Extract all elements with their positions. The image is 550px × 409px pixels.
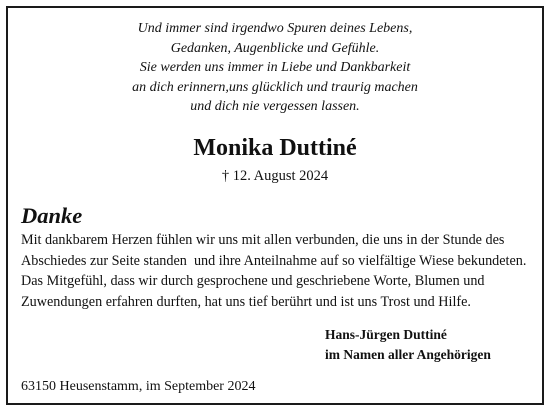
poem-line: Gedanken, Augenblicke und Gefühle. (170, 40, 380, 56)
signature-name: Hans-Jürgen Duttiné (325, 327, 447, 342)
place-and-date: 63150 Heusenstamm, im September 2024 (21, 379, 256, 394)
signature-note: im Namen aller Angehörigen (325, 347, 491, 362)
thanks-line: Zuwendungen erfahren durften, hat uns tief berührt und ist uns Trost und Hilfe. (21, 293, 471, 310)
memorial-poem (8, 19, 542, 117)
thanks-line: Abschiedes zur Seite standen und ihre Anteilnahme auf so vielfältige Wiese bekundeten. (21, 252, 527, 269)
thanks-text (21, 230, 541, 312)
poem-line: an dich erinnern,uns glücklich und traurig machen (132, 79, 418, 95)
notice-frame (6, 6, 544, 405)
signature-block (325, 325, 491, 365)
death-date: † 12. August 2024 (221, 168, 329, 184)
deceased-name: Monika Duttiné (193, 135, 357, 161)
poem-line: Sie werden uns immer in Liebe und Dankbarkeit (139, 60, 411, 75)
poem-line: und dich nie vergessen lassen. (190, 99, 360, 114)
thanks-line: Das Mitgefühl, dass wir durch gesprochene und geschriebene Worte, Blumen und (21, 273, 485, 289)
thanks-line: Mit dankbarem Herzen fühlen wir uns mit allen verbunden, die uns in der Stunde des (21, 232, 505, 248)
thanks-heading: Danke (21, 203, 83, 228)
poem-line: Und immer sind irgendwo Spuren deines Lebens, (137, 21, 413, 36)
